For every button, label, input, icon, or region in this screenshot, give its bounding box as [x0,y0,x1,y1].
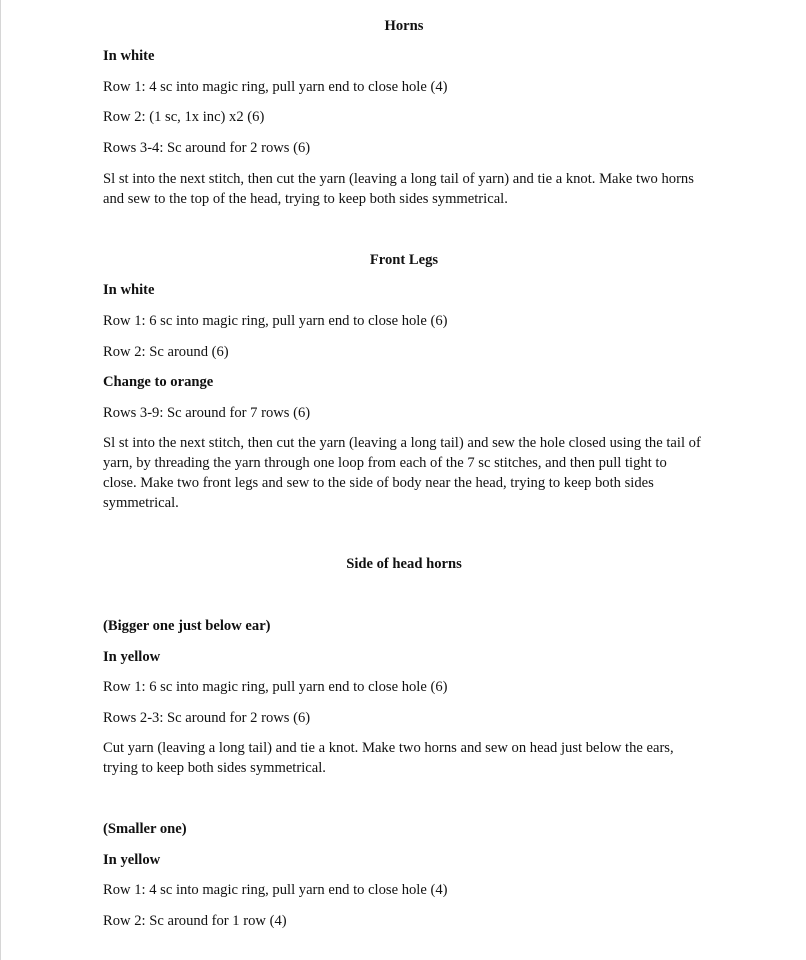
color-label: In white [103,48,155,64]
subsection-label: (Smaller one) [103,821,187,837]
instruction-paragraph: Sl st into the next stitch, then cut the yarn (leaving a long tail of yarn) and tie a knot. Make two horns and sew to the top of the head, trying to keep both sides symmetrical. [103,171,694,207]
pattern-row: Row 1: 6 sc into magic ring, pull yarn end to close hole (6) [103,679,448,695]
section-heading-front-legs: Front Legs [369,252,439,268]
color-label: In white [103,282,155,298]
pattern-row: Rows 3-9: Sc around for 7 rows (6) [103,405,311,421]
pattern-row: Row 2: Sc around for 1 row (4) [103,913,287,929]
pattern-row: Row 1: 6 sc into magic ring, pull yarn end to close hole (6) [103,313,448,329]
section-heading-side-horns: Side of head horns [346,556,462,572]
color-change-label: Change to orange [103,374,214,390]
pattern-row: Row 2: Sc around (6) [103,344,229,360]
color-label: In yellow [103,649,161,665]
section-heading-horns: Horns [384,18,424,34]
instruction-paragraph: Cut yarn (leaving a long tail) and tie a knot. Make two horns and sew on head just below the ears, trying to keep both sides symmetrical. [103,740,674,776]
pattern-row: Row 1: 4 sc into magic ring, pull yarn end to close hole (4) [103,79,448,95]
pattern-row: Rows 3-4: Sc around for 2 rows (6) [103,140,311,156]
pattern-row: Row 1: 4 sc into magic ring, pull yarn end to close hole (4) [103,882,448,898]
pattern-row: Rows 2-3: Sc around for 2 rows (6) [103,710,311,726]
color-label: In yellow [103,852,161,868]
instruction-paragraph: Sl st into the next stitch, then cut the yarn (leaving a long tail) and sew the hole closed using the tail of yarn, by threading the yarn through one loop from each of the 7 sc stitches, and then pull tight to close. Make two front legs and sew to the side of body near the head, trying to keep both sides symmetrical. [103,435,701,511]
pattern-row: Row 2: (1 sc, 1x inc) x2 (6) [103,109,265,125]
subsection-label: (Bigger one just below ear) [103,618,271,634]
